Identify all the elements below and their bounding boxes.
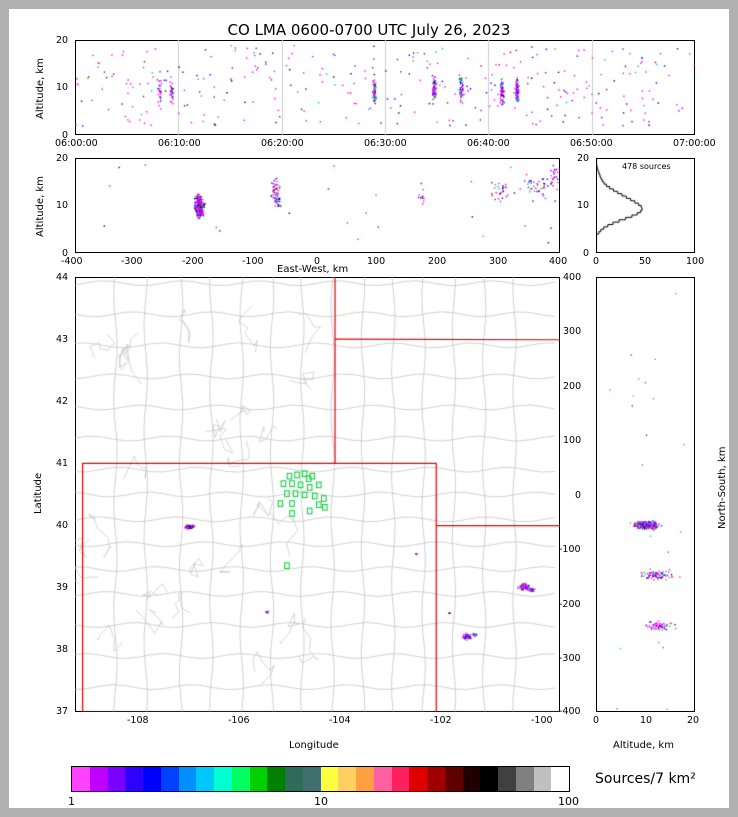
ew-height-xtick: 300 (489, 256, 508, 267)
map-ytick: 37 (56, 706, 69, 717)
colorbar-swatch (356, 767, 374, 791)
time-height-xtick: 06:40:00 (467, 138, 510, 149)
source-count-annotation: 478 sources (622, 162, 671, 171)
ew-height-scatter (75, 158, 560, 253)
ns-height-xlabel: Altitude, km (613, 740, 674, 751)
colorbar-swatch (374, 767, 392, 791)
colorbar-swatch (427, 767, 445, 791)
ns-ytick: 300 (563, 326, 582, 337)
time-height-ylabel: Altitude, km (35, 58, 46, 119)
colorbar-swatch (463, 767, 481, 791)
ew-height-ytick: 10 (56, 200, 69, 211)
time-height-ytick: 10 (56, 82, 69, 93)
ns-ytick: 100 (563, 435, 582, 446)
ew-height-xtick: 100 (367, 256, 386, 267)
colorbar-tick: 10 (314, 795, 328, 808)
colorbar-swatch (551, 767, 569, 791)
colorbar (71, 766, 570, 792)
hist-xtick: 50 (639, 256, 652, 267)
colorbar-swatch (267, 767, 285, 791)
colorbar-swatch (445, 767, 463, 791)
ns-ytick: -100 (559, 544, 581, 555)
map-ytick: 44 (56, 272, 69, 283)
ew-height-xlabel: East-West, km (277, 264, 349, 275)
altitude-histogram-line (596, 158, 695, 253)
colorbar-swatch (498, 767, 516, 791)
colorbar-swatch (303, 767, 321, 791)
ew-height-xtick: -400 (61, 256, 83, 267)
colorbar-swatch (196, 767, 214, 791)
ns-xtick: 0 (593, 715, 600, 726)
map-xtick: -104 (329, 715, 351, 726)
colorbar-swatch (161, 767, 179, 791)
map-ytick: 42 (56, 396, 69, 407)
colorbar-swatch (338, 767, 356, 791)
time-height-xtick: 06:50:00 (570, 138, 613, 149)
time-height-xtick: 06:10:00 (158, 138, 201, 149)
ew-height-ylabel: Altitude, km (35, 176, 46, 237)
map-xtick: -106 (228, 715, 250, 726)
colorbar-title: Sources/7 km² (595, 771, 696, 787)
ew-height-xtick: 0 (314, 256, 321, 267)
ns-ytick: 400 (563, 272, 582, 283)
ns-ytick: 200 (563, 381, 582, 392)
colorbar-swatch (179, 767, 197, 791)
colorbar-swatch (516, 767, 534, 791)
colorbar-swatch (143, 767, 161, 791)
time-height-ytick: 0 (62, 130, 69, 141)
time-height-ytick: 20 (56, 35, 69, 46)
ns-ytick: -200 (559, 599, 581, 610)
hist-xtick: 0 (593, 256, 600, 267)
map-ytick: 41 (56, 458, 69, 469)
ew-height-xtick: -300 (121, 256, 143, 267)
ns-ytick: -300 (559, 653, 581, 664)
colorbar-swatch (392, 767, 410, 791)
ns-xtick: 10 (640, 715, 653, 726)
map-xtick: -102 (430, 715, 452, 726)
map-ylabel: Latitude (33, 472, 44, 514)
figure-canvas (9, 9, 729, 808)
ns-xtick: 20 (687, 715, 700, 726)
time-height-xtick: 06:20:00 (261, 138, 304, 149)
map-xtick: -100 (531, 715, 553, 726)
colorbar-tick: 1 (68, 795, 75, 808)
page-title: CO LMA 0600-0700 UTC July 26, 2023 (227, 21, 511, 39)
colorbar-swatch (125, 767, 143, 791)
colorbar-swatch (409, 767, 427, 791)
ew-height-xtick: 400 (549, 256, 568, 267)
ns-height-scatter (596, 277, 695, 712)
map-plot (75, 277, 560, 712)
ns-ytick: -400 (559, 706, 581, 717)
ns-height-ylabel: North-South, km (717, 446, 728, 529)
hist-ytick: 10 (577, 200, 590, 211)
colorbar-swatch (108, 767, 126, 791)
hist-ytick: 20 (577, 153, 590, 164)
colorbar-swatch (90, 767, 108, 791)
hist-xtick: 100 (686, 256, 705, 267)
colorbar-swatch (214, 767, 232, 791)
time-height-scatter (75, 40, 695, 135)
colorbar-swatch (285, 767, 303, 791)
hist-ytick: 0 (583, 248, 590, 259)
map-ytick: 43 (56, 334, 69, 345)
ew-height-ytick: 20 (56, 153, 69, 164)
ew-height-xtick: -200 (182, 256, 204, 267)
colorbar-swatch (250, 767, 268, 791)
time-height-xtick: 07:00:00 (673, 138, 716, 149)
time-height-xtick: 06:30:00 (364, 138, 407, 149)
colorbar-swatch (232, 767, 250, 791)
ew-height-ytick: 0 (62, 248, 69, 259)
map-ytick: 38 (56, 644, 69, 655)
colorbar-swatch (534, 767, 552, 791)
time-height-xtick: 06:00:00 (55, 138, 98, 149)
ew-height-xtick: 200 (428, 256, 447, 267)
ew-height-xtick: -100 (242, 256, 264, 267)
colorbar-swatch (72, 767, 90, 791)
map-ytick: 39 (56, 582, 69, 593)
colorbar-swatch (321, 767, 339, 791)
map-xtick: -108 (127, 715, 149, 726)
colorbar-tick: 100 (558, 795, 579, 808)
ns-ytick: 0 (575, 490, 582, 501)
map-ytick: 40 (56, 520, 69, 531)
colorbar-swatch (480, 767, 498, 791)
map-xlabel: Longitude (289, 740, 339, 751)
